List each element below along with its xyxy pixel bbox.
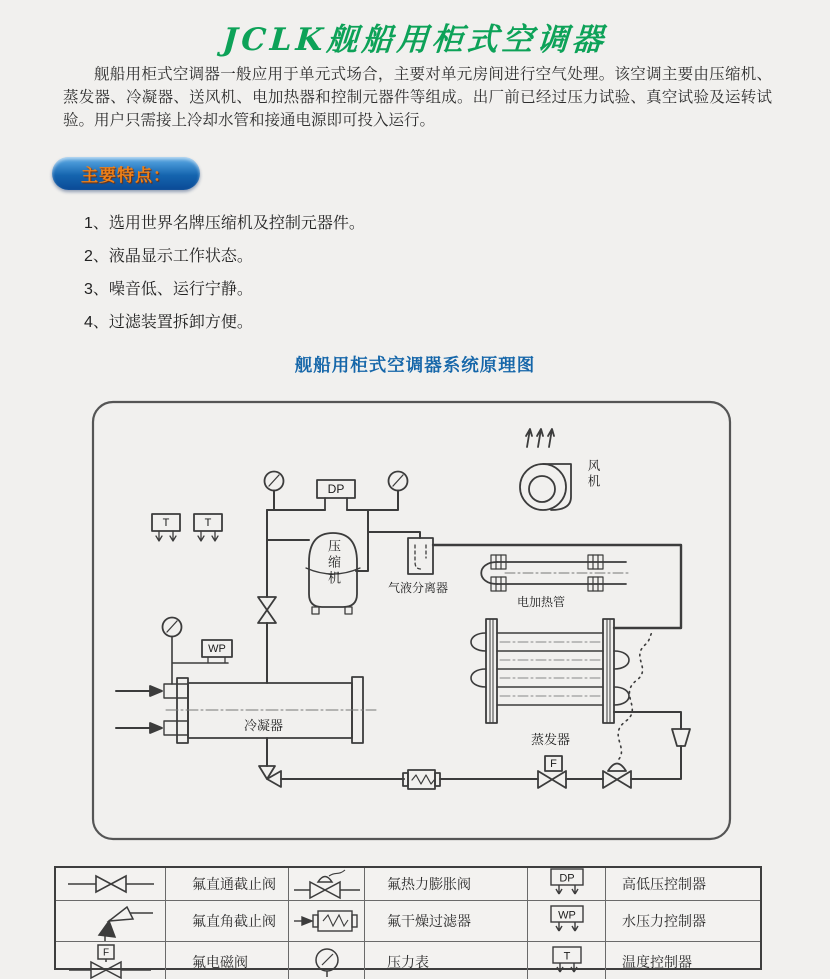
angle-stop-valve-icon xyxy=(65,901,157,941)
angle-valve-icon xyxy=(259,738,404,787)
legend-label: 氟热力膨胀阀 xyxy=(365,868,528,901)
t-legend-text: T xyxy=(563,950,570,963)
intro-paragraph: 舰船用柜式空调器一般应用于单元式场合，主要对单元房间进行空气处理。该空调主要由压缩机、蒸发器、冷凝器、送风机、电加热器和控制元器件等组成。出厂前已经过压力试验、真空试验及运转试验。用户只需接上冷却水管和接通电源即可投入运行。 xyxy=(63,66,772,129)
legend-label: 氟直角截止阀 xyxy=(166,901,289,942)
features-list xyxy=(84,207,365,339)
legend-symbol-cell xyxy=(528,942,606,979)
f-label: F xyxy=(550,757,557,770)
separator-icon xyxy=(408,538,433,574)
fan-icon xyxy=(520,429,571,510)
legend-symbol-cell xyxy=(56,868,166,901)
pressure-gauge-legend-icon xyxy=(307,945,347,979)
legend-label: 压力表 xyxy=(365,942,528,979)
schematic-panel xyxy=(85,395,745,855)
legend-table xyxy=(54,866,762,970)
legend-label: 氟干燥过滤器 xyxy=(365,901,528,942)
features-badge xyxy=(52,157,200,190)
legend-label: 温度控制器 xyxy=(622,954,692,970)
wp-legend-text: WP xyxy=(557,909,576,922)
heater-label: 电加热管 xyxy=(517,595,566,609)
stop-valve-vertical-icon xyxy=(258,597,276,683)
feature-item: 4、过滤装置拆卸方便。 xyxy=(84,314,253,331)
wp-label: WP xyxy=(208,642,226,655)
heater-icon xyxy=(481,555,628,591)
schematic-drawing xyxy=(85,395,745,855)
straight-stop-valve-icon xyxy=(65,869,157,899)
dp-controller-legend-icon xyxy=(537,868,597,900)
evaporator-icon xyxy=(471,619,629,723)
t-controller-legend-icon xyxy=(537,946,597,978)
legend-label: 水压力控制器 xyxy=(606,901,760,942)
compressor-label: 压缩机 xyxy=(326,539,341,587)
legend-symbol-cell xyxy=(289,901,365,942)
temp-controller-label: T xyxy=(204,516,212,529)
suction-line xyxy=(433,545,681,628)
legend-symbol-cell xyxy=(289,942,365,979)
legend-label: 氟直通截止阀 xyxy=(166,868,289,901)
panel-border xyxy=(93,402,730,839)
feature-item: 3、噪音低、运行宁静。 xyxy=(84,281,253,298)
features-badge-label: 主要特点： xyxy=(81,166,171,185)
legend-symbol-cell xyxy=(528,901,606,942)
diagram-title: 舰船用柜式空调器系统原理图 xyxy=(294,355,536,375)
feature-item: 2、液晶显示工作状态。 xyxy=(84,248,253,265)
legend-symbol-cell xyxy=(56,942,166,979)
f-legend-text: F xyxy=(102,947,109,959)
page-title: JCLK舰船用柜式空调器 xyxy=(221,22,609,58)
legend-symbol-cell xyxy=(528,868,606,901)
separator-label: 气液分离器 xyxy=(388,581,449,595)
filter-drier-legend-icon xyxy=(292,905,362,937)
dp-legend-text: DP xyxy=(558,872,575,885)
dp-label: DP xyxy=(327,482,345,496)
condenser-label: 冷凝器 xyxy=(244,718,284,733)
legend-label: 氟电磁阀 xyxy=(166,942,289,979)
wp-controller-legend-icon xyxy=(537,905,597,937)
solenoid-valve-legend-icon xyxy=(65,942,157,979)
legend-symbol-cell xyxy=(289,868,365,901)
fan-label: 风机 xyxy=(586,459,600,490)
legend-symbol-cell xyxy=(56,901,166,942)
distributor-icon xyxy=(672,729,690,746)
temp-controller-label: T xyxy=(162,516,170,529)
filter-drier-icon xyxy=(403,770,538,789)
evaporator-label: 蒸发器 xyxy=(531,732,571,747)
expansion-valve-legend-icon xyxy=(292,868,362,900)
feature-item: 1、选用世界名牌压缩机及控制元器件。 xyxy=(84,215,365,232)
legend-label: 高低压控制器 xyxy=(606,868,760,901)
